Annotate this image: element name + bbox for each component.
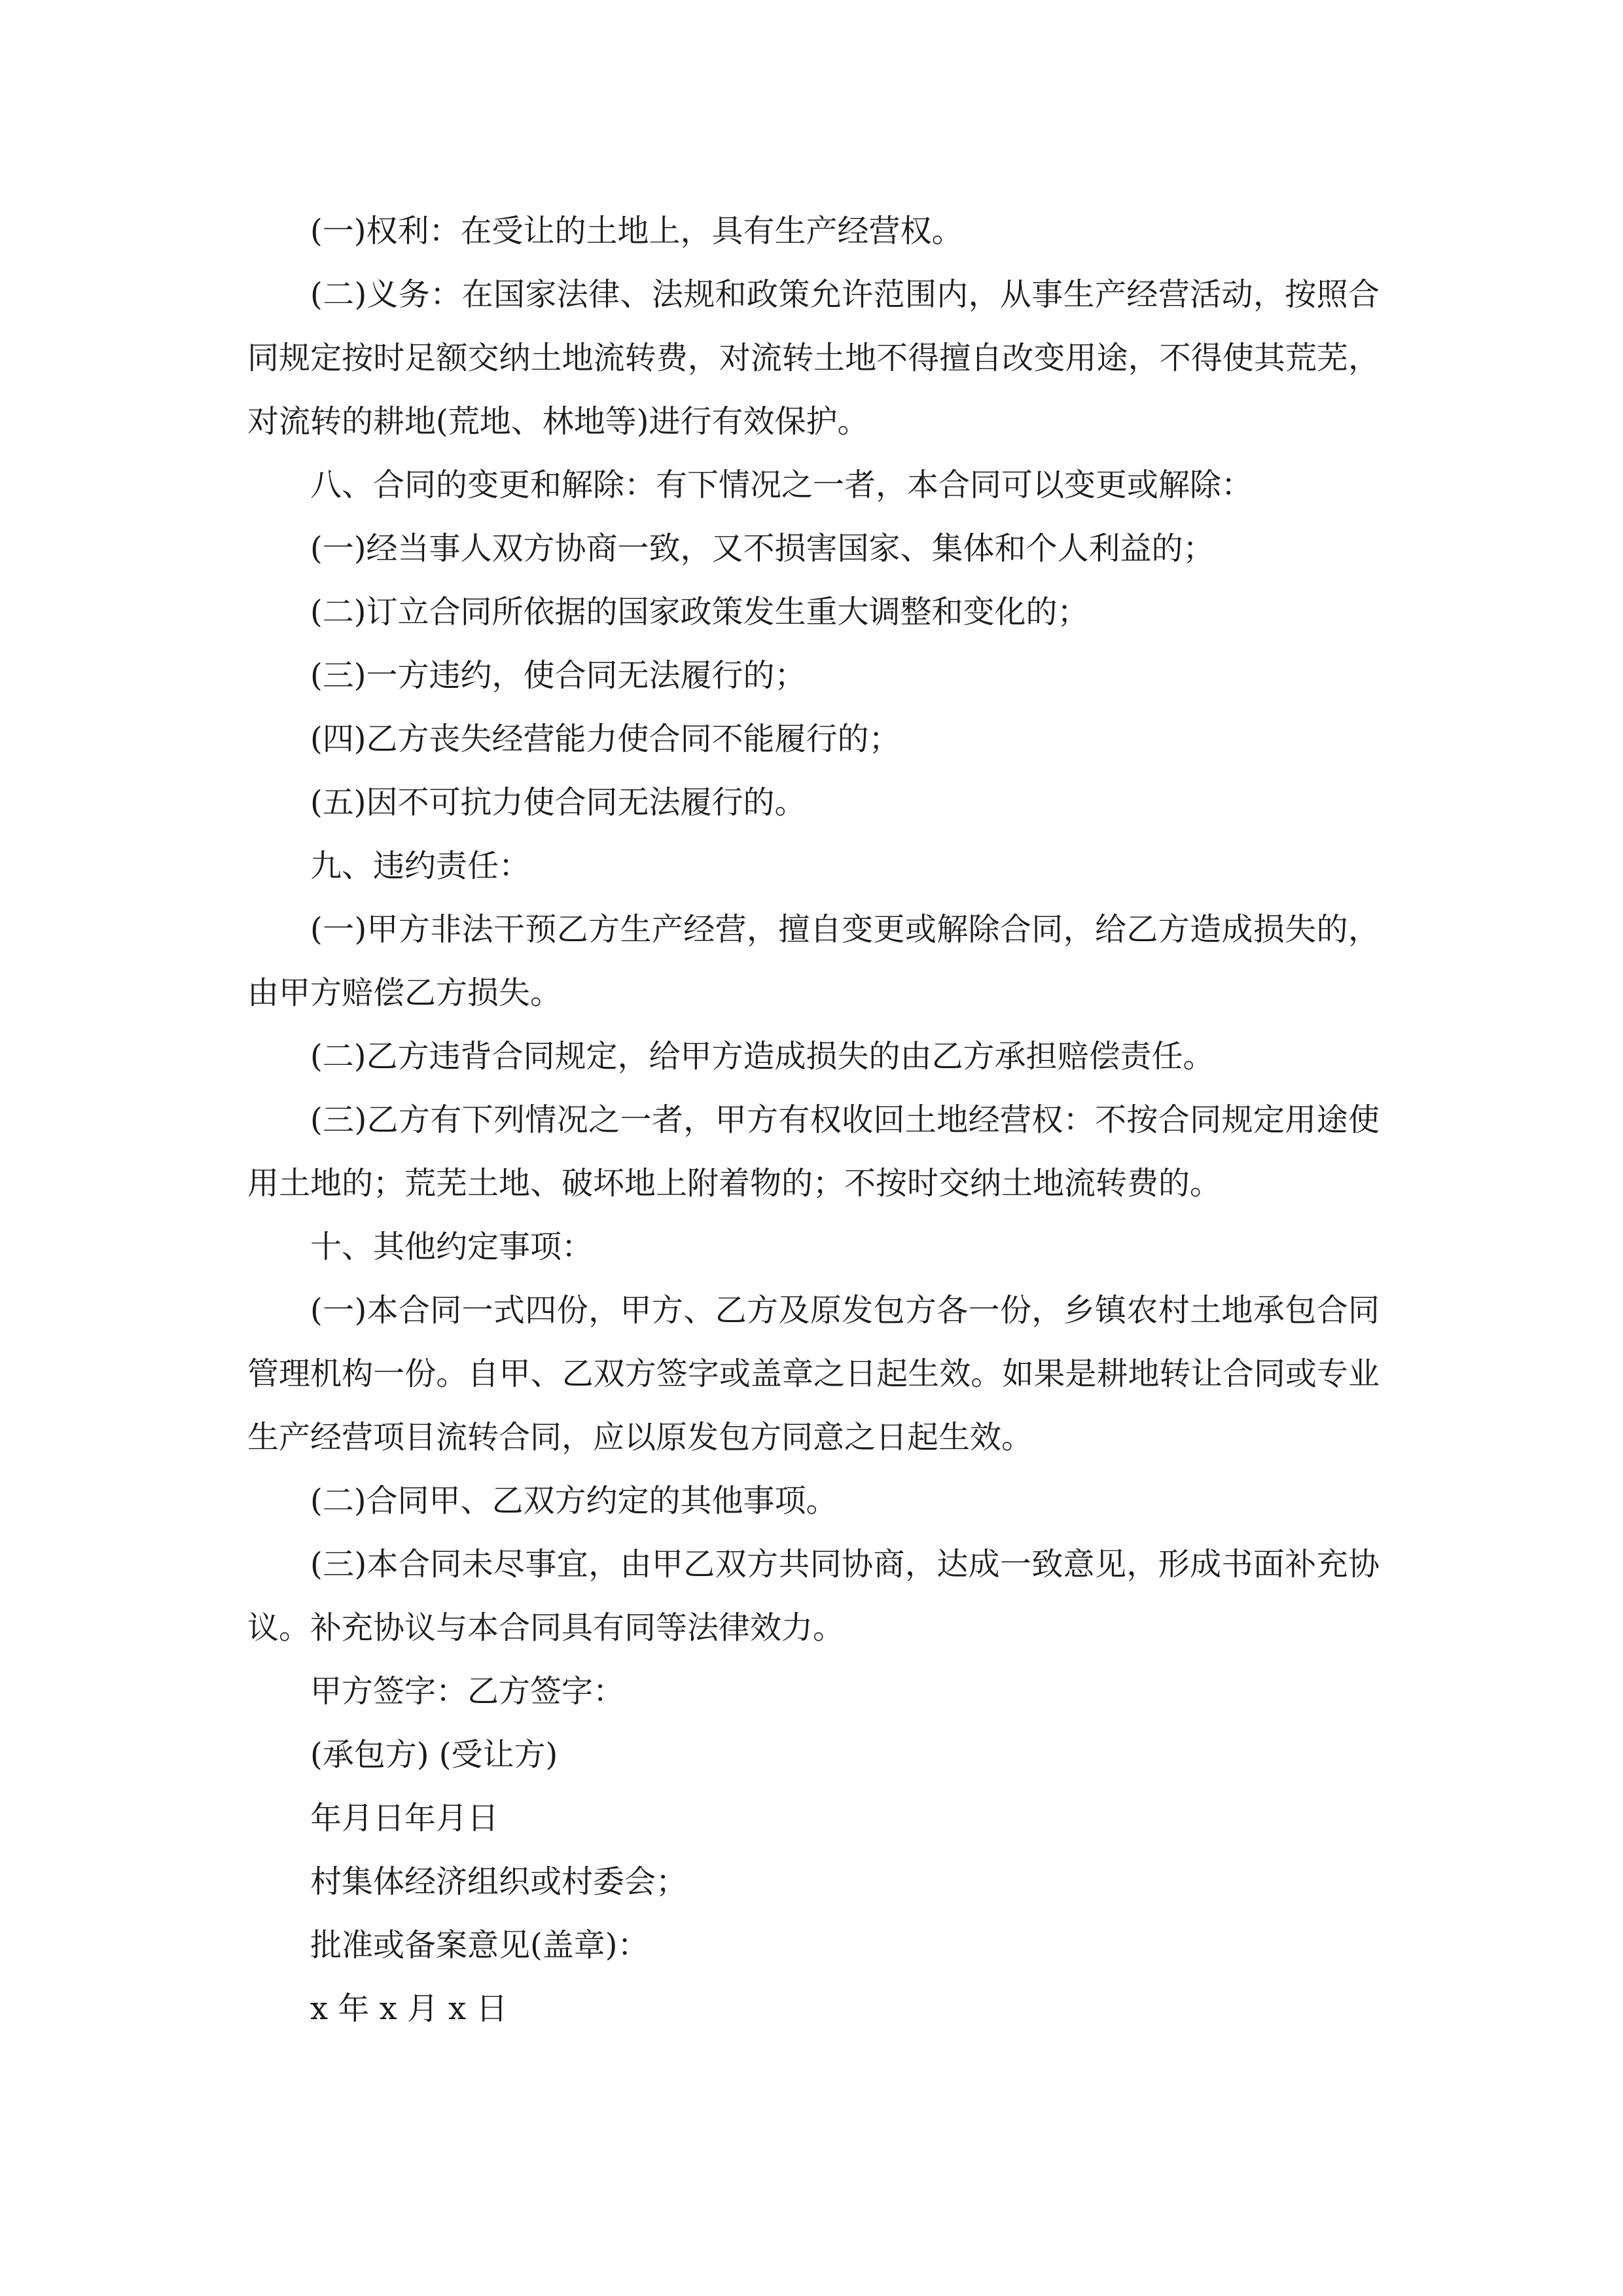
list-item-liability-1: (一)甲方非法干预乙方生产经营，擅自变更或解除合同，给乙方造成损失的，由甲方赔偿乙方损失。 — [247, 911, 1380, 1011]
list-item-other-1: (一)本合同一式四份，甲方、乙方及原发包方各一份，乡镇农村土地承包合同管理机构一份。自甲、乙双方签字或盖章之日起生效。如果是耕地转让合同或专业生产经营项目流转合同，应以原发包方同意之日起生效。 — [247, 1292, 1380, 1456]
document-page — [247, 200, 1380, 2041]
party-roles-line: (承包方) (受让方) — [310, 1736, 558, 1773]
list-item-liability-2: (二)乙方违背合同规定，给甲方造成损失的由乙方承担赔偿责任。 — [310, 1038, 1215, 1075]
list-item-change-3: (三)一方违约，使合同无法履行的； — [310, 657, 806, 694]
list-item-liability-3: (三)乙方有下列情况之一者，甲方有权收回土地经营权：不按合同规定用途使用土地的；荒芜土地、破坏地上附着物的；不按时交纳土地流转费的。 — [247, 1102, 1380, 1202]
list-item-change-2: (二)订立合同所依据的国家政策发生重大调整和变化的； — [310, 594, 1089, 630]
approval-opinion-line: 批准或备案意见(盖章)： — [310, 1927, 649, 1964]
list-item-change-1: (一)经当事人双方协商一致，又不损害国家、集体和个人利益的； — [310, 530, 1215, 567]
list-item-other-3: (三)本合同未尽事宜，由甲乙双方共同协商，达成一致意见，形成书面补充协议。补充协议与本合同具有同等法律效力。 — [247, 1546, 1380, 1646]
final-date-line: x 年 x 月 x 日 — [310, 1990, 508, 2027]
section-heading-change-termination: 八、合同的变更和解除：有下情况之一者，本合同可以变更或解除： — [310, 467, 1253, 503]
list-item-other-2: (二)合同甲、乙双方约定的其他事项。 — [310, 1482, 838, 1519]
section-heading-other-matters: 十、其他约定事项： — [310, 1229, 594, 1265]
list-item-change-4: (四)乙方丧失经营能力使合同不能履行的； — [310, 721, 901, 757]
list-item-change-5: (五)因不可抗力使合同无法履行的。 — [310, 784, 806, 821]
date-line: 年月日年月日 — [310, 1800, 499, 1837]
paragraph-obligation: (二)义务：在国家法律、法规和政策允许范围内，从事生产经营活动，按照合同规定按时足额交纳土地流转费，对流转土地不得擅自改变用途，不得使其荒芜，对流转的耕地(荒地、林地等)进行有效保护。 — [247, 276, 1380, 440]
paragraph-right: (一)权利：在受让的土地上，具有生产经营权。 — [310, 213, 963, 249]
signature-line: 甲方签字：乙方签字： — [310, 1673, 625, 1710]
village-committee-line: 村集体经济组织或村委会； — [310, 1863, 688, 1900]
section-heading-liability: 九、违约责任： — [310, 848, 531, 884]
